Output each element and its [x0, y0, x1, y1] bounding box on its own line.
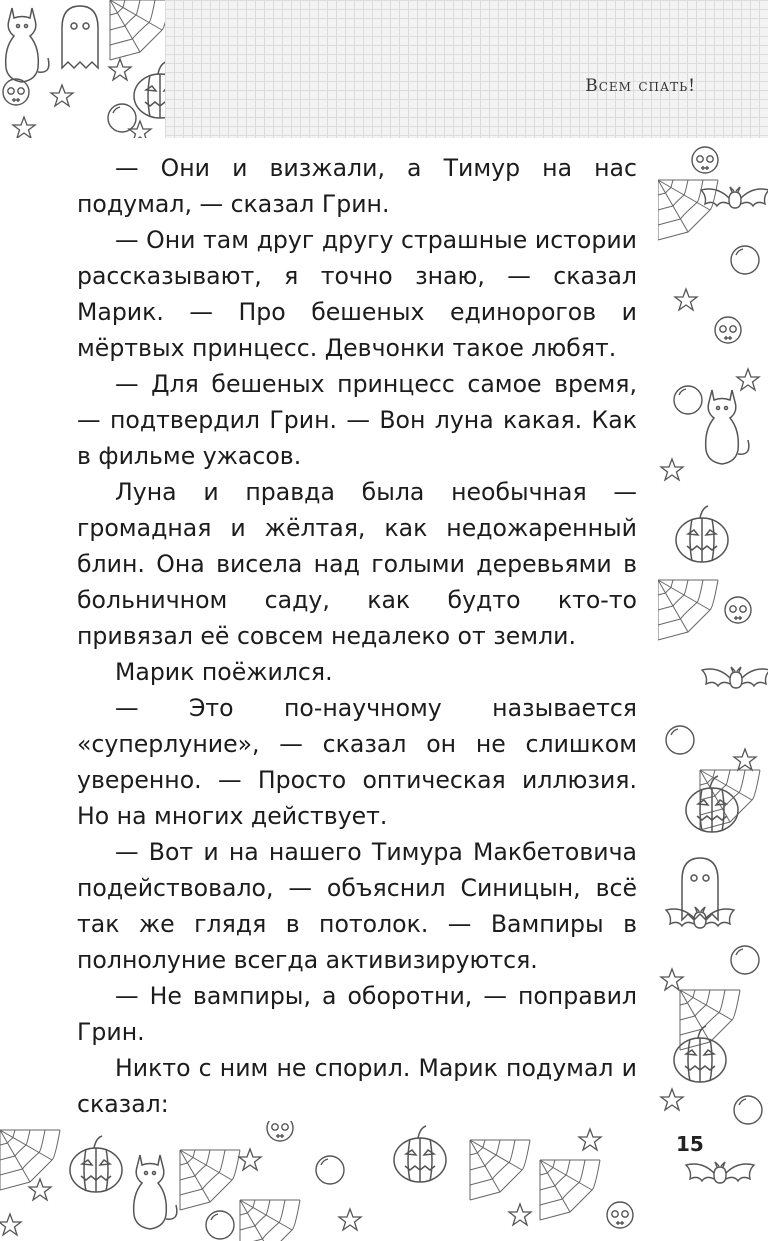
paragraph: — Они и визжали, а Тимур на нас подумал, — сказал Грин. — [77, 154, 637, 218]
body-text — [77, 150, 637, 1122]
paragraph: Марик поёжился. — [115, 658, 333, 686]
paragraph: — Они там друг другу страшные истории рассказывают, я точно знаю, — сказал Марик. — Про бешеных единорогов и мёртвых принцесс. Девчонки такое любят. — [77, 226, 637, 362]
paragraph: — Для бешеных принцесс самое время, — подтвердил Грин. — Вон луна какая. Как в фильме ужасов. — [77, 370, 637, 470]
running-head-title: Всем спать! — [585, 76, 696, 96]
paragraph: Луна и правда была необычная — громадная и жёлтая, как недожаренный блин. Она висела над голыми деревьями в больничном саду, как будто кто-то привязал её совсем недалеко от земли. — [77, 478, 637, 650]
graph-paper-header — [165, 0, 768, 138]
paragraph: Никто с ним не спорил. Марик подумал и сказал: — [77, 1054, 637, 1118]
paragraph: — Вот и на нашего Тимура Макбетовича подействовало, — объяснил Синицын, всё так же глядя в потолок. — Вампиры в полнолуние всегда активизируются. — [77, 838, 637, 974]
paragraph: — Это по-научному называется «суперлуние», — сказал он не слишком уверенно. — Просто оптическая иллюзия. Но на многих действует. — [77, 694, 637, 830]
page-number: 15 — [673, 1132, 707, 1156]
paragraph: — Не вампиры, а оборотни, — поправил Грин. — [77, 982, 637, 1046]
